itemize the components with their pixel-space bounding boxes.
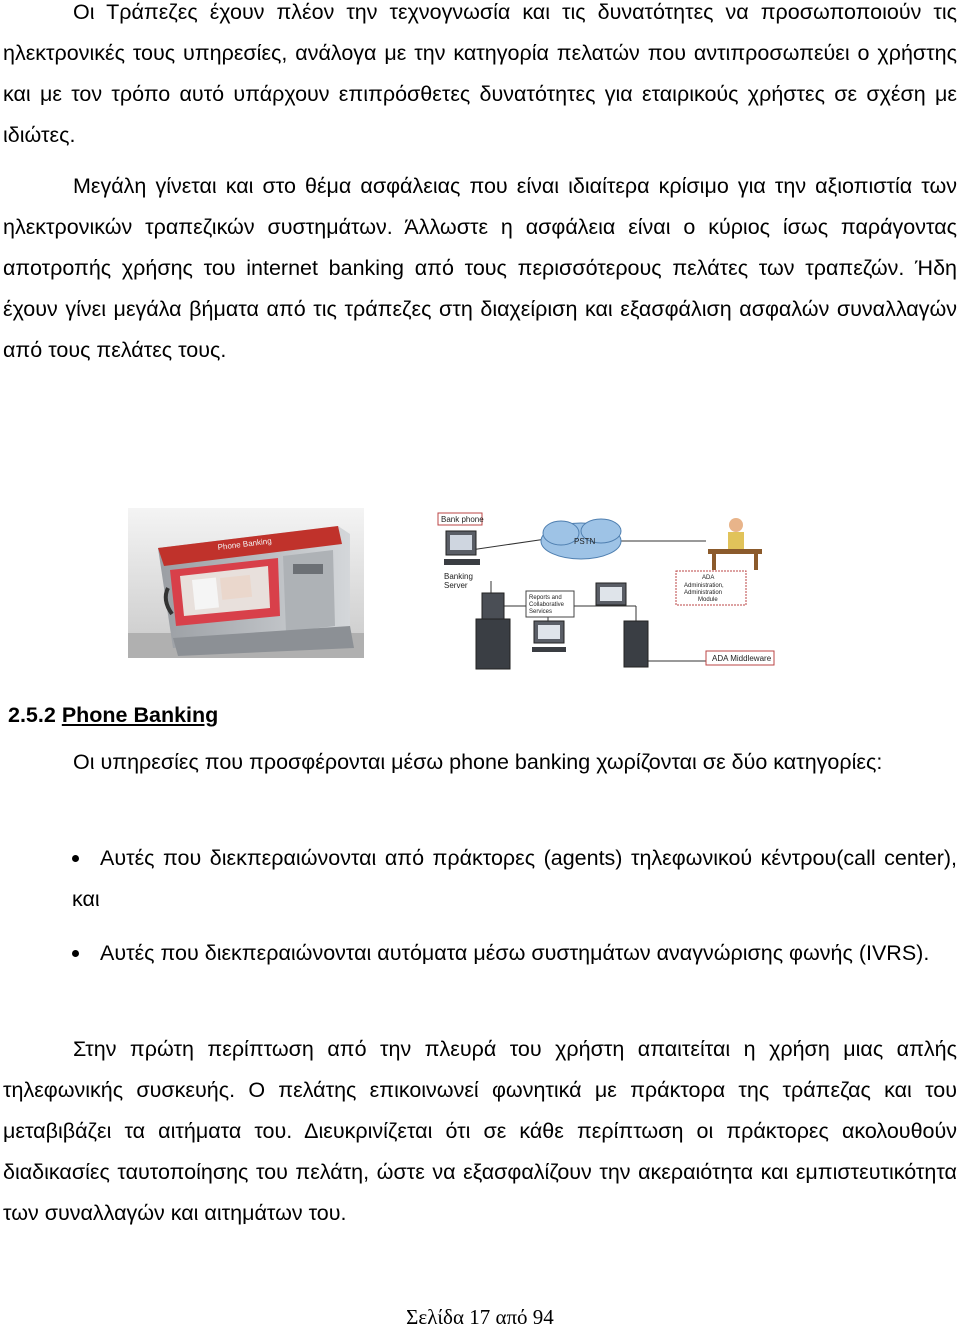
diagram-label-center-1: Reports and — [529, 595, 562, 601]
diagram-label-server: Server — [444, 581, 468, 590]
diagram-label-right-1: ADA — [702, 575, 715, 581]
diagram-label-right-2: Administration, — [684, 583, 724, 589]
section-heading — [8, 700, 218, 730]
diagram-label-bank-phone: Bank phone — [441, 515, 484, 524]
bullet-text-agents: Αυτές που διεκπεραιώνονται από πράκτορες (agents) τηλεφωνικού κέντρου(call center), και — [72, 846, 957, 911]
diagram-label-cloud: PSTN — [574, 537, 596, 546]
bullet-icon — [72, 855, 79, 862]
diagram-label-middleware: ADA Middleware — [712, 654, 772, 663]
list-item — [72, 838, 957, 920]
banking-network-diagram — [436, 511, 788, 677]
diagram-label-center-3: Services — [529, 609, 553, 615]
paragraph-categories: Οι υπηρεσίες που προσφέρονται μέσω phone banking χωρίζονται σε δύο κατηγορίες: — [73, 750, 883, 774]
section-number: 2.5.2 — [8, 703, 56, 727]
diagram-label-right-3: Administration — [684, 590, 723, 596]
diagram-label-banking: Banking — [444, 572, 473, 581]
phone-banking-kiosk-image — [128, 508, 364, 658]
paragraph-security: Μεγάλη γίνεται και στο θέμα ασφάλειας που είναι ιδιαίτερα κρίσιμο για την αξιοπιστία των ηλεκτρονικών τραπεζικών συστημάτων. Άλλωστε η ασφάλεια είναι ο κύριος ίσως παράγοντας αποτροπής χρήσης του internet banking από τους περισσότερους πελάτες των τραπεζών. Ήδη έχουν γίνει μεγάλα βήματα από τις τράπεζες στη διαχείριση και εξασφάλιση ασφαλών συναλλαγών από τους πελάτες τους. — [3, 174, 957, 362]
paragraph-first-case: Στην πρώτη περίπτωση από την πλευρά του χρήστη απαιτείται η χρήση μιας απλής τηλεφωνικής συσκευής. Ο πελάτης επικοινωνεί φωνητικά με πράκτορα της τράπεζας και του μεταβιβάζει τα αιτήματα του. Διευκρινίζεται ότι σε κάθε περίπτωση οι πράκτορες ακολουθούν διαδικασίες ταυτοποίησης του πελάτη, ώστε να εξασφαλίζουν την ακεραιότητα και εμπιστευτικότητα των συναλλαγών και αιτημάτων του. — [3, 1037, 957, 1225]
diagram-label-right-4: Module — [698, 597, 718, 603]
kiosk-sign: Phone Banking — [217, 536, 273, 552]
paragraph-intro: Οι Τράπεζες έχουν πλέον την τεχνογνωσία και τις δυνατότητες να προσωποποιούν τις ηλεκτρονικές τους υπηρεσίες, ανάλογα με την κατηγορία πελατών που αντιπροσωπεύει ο χρήστης και με τον τρόπο αυτό υπάρχουν επιπρόσθετες δυνατότητες για εταιρικούς χρήστες σε σχέση με ιδιώτες. — [3, 0, 957, 147]
list-item — [72, 933, 957, 974]
section-title: Phone Banking — [61, 703, 219, 727]
diagram-label-center-2: Collaborative — [529, 602, 565, 608]
bullet-icon — [72, 950, 79, 957]
bullet-text-ivrs: Αυτές που διεκπεραιώνονται αυτόματα μέσω συστημάτων αναγνώρισης φωνής (IVRS). — [100, 941, 930, 965]
page-footer: Σελίδα 17 από 94 — [406, 1305, 554, 1329]
